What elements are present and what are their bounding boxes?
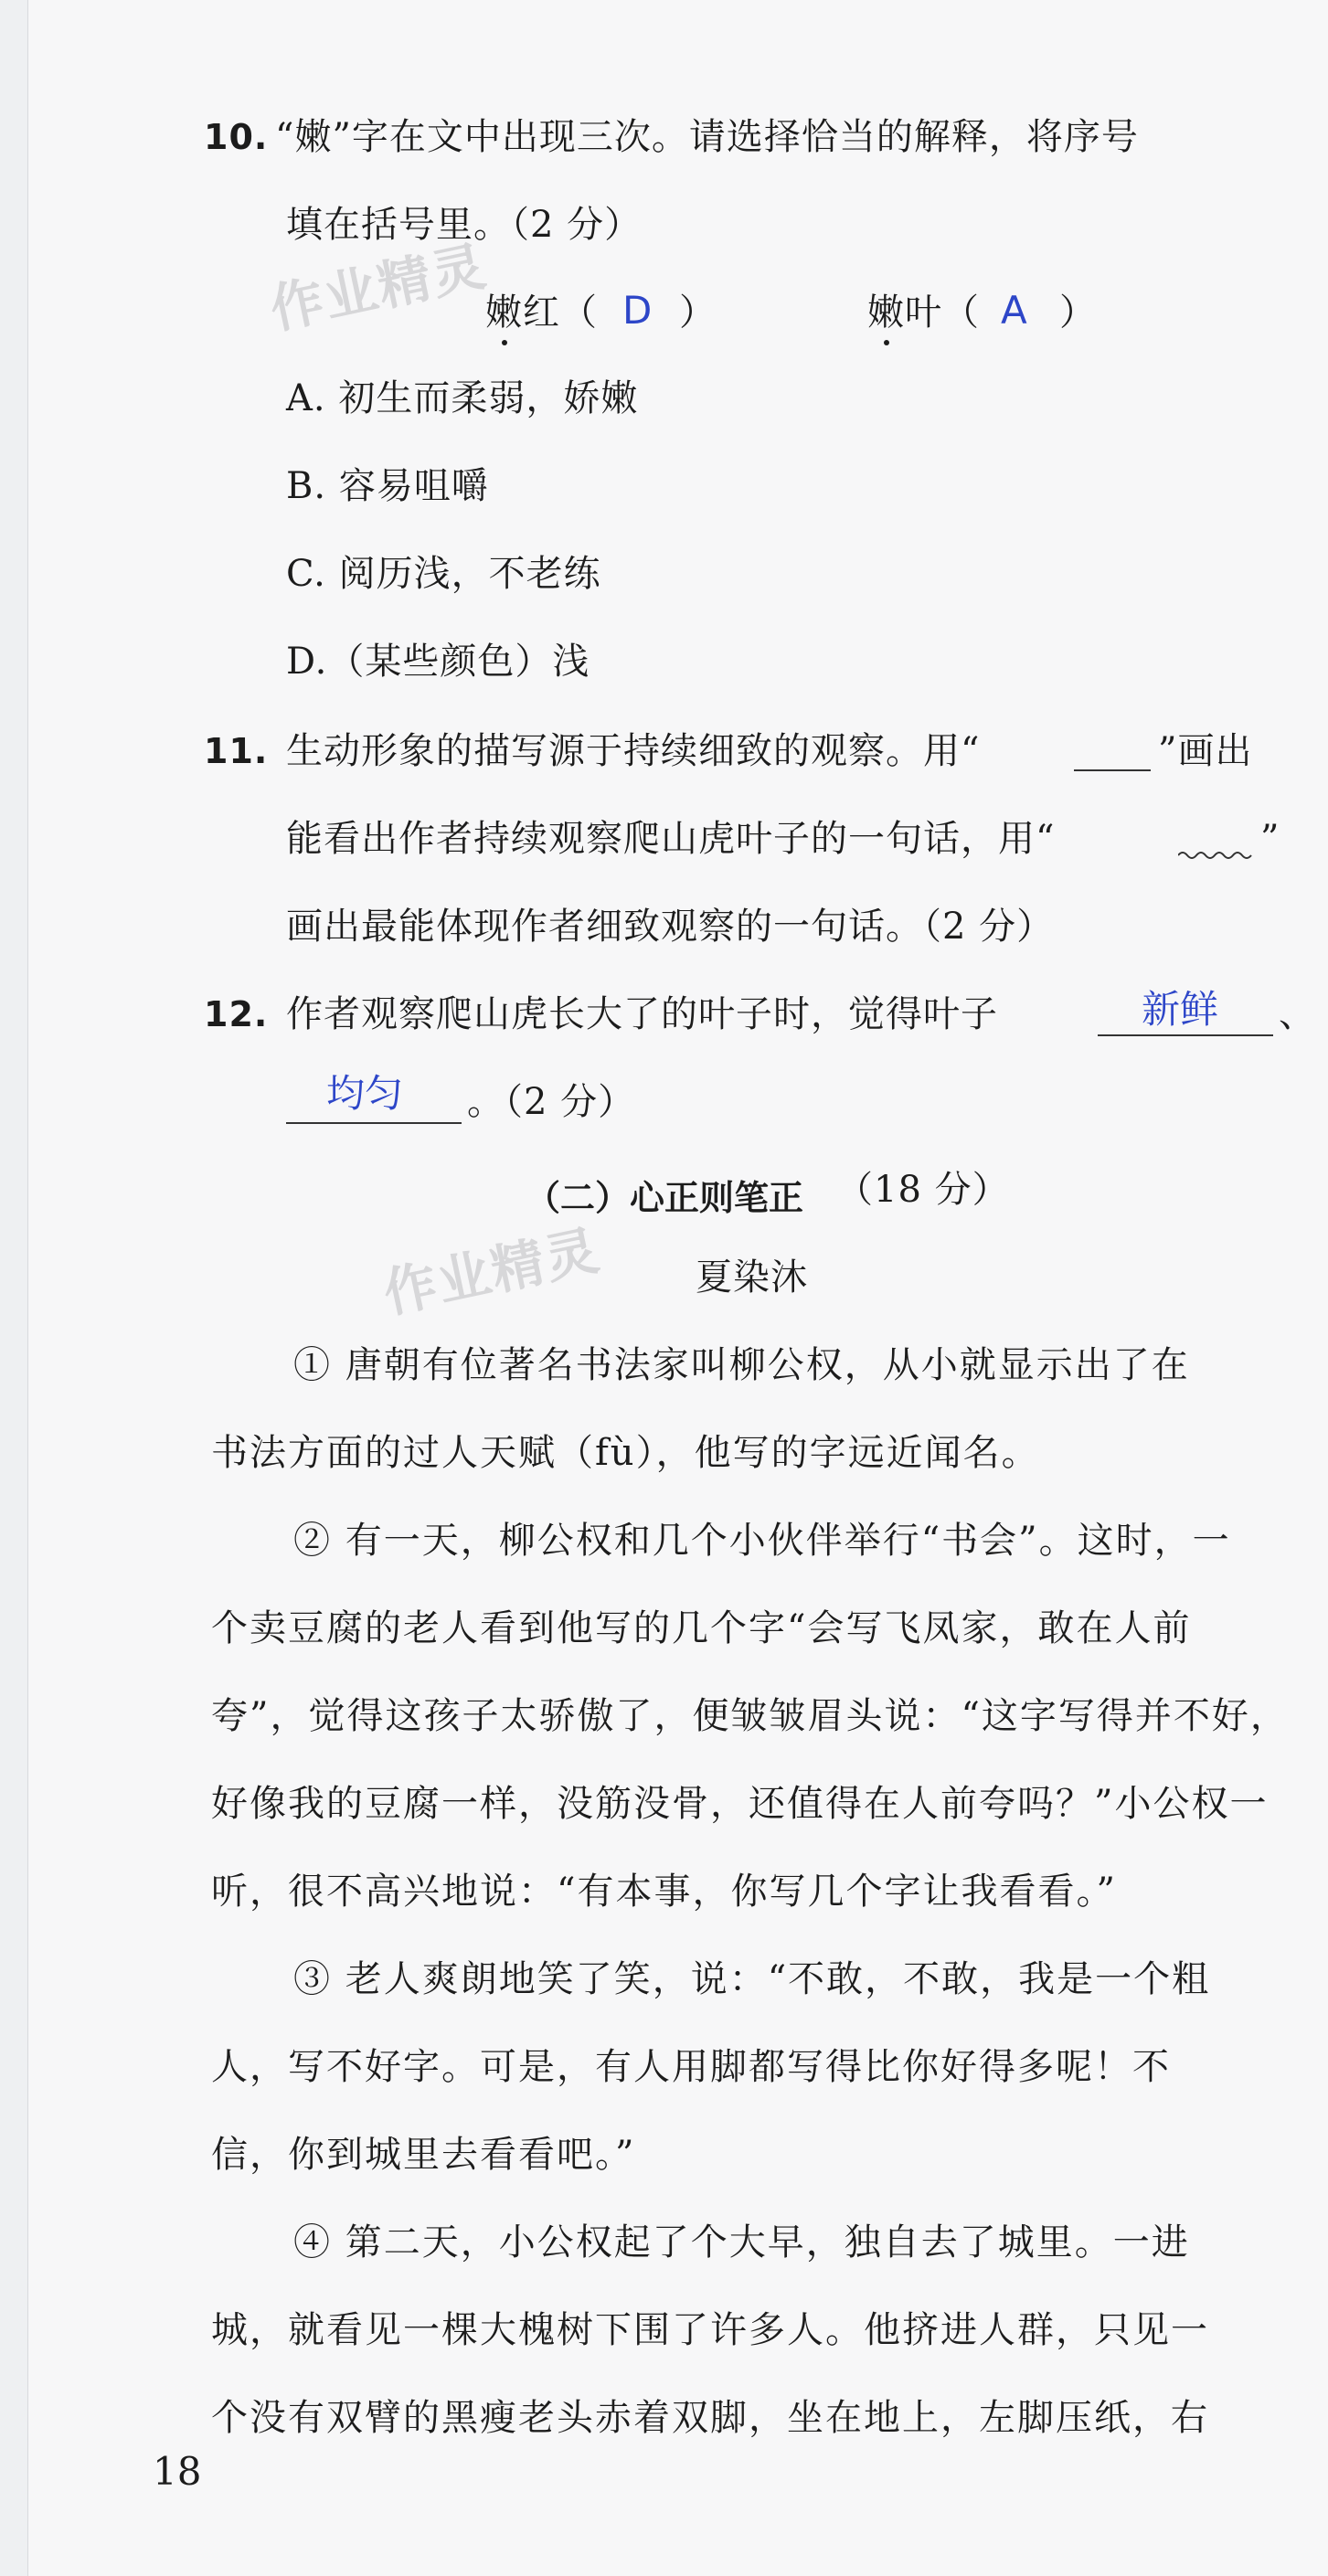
question-10-item1-close: ） [679, 292, 717, 334]
section-heading: （二）心正则笔正 [526, 1178, 804, 1218]
question-12-number: 12. [204, 994, 269, 1034]
question-10-answer-2: A [1001, 288, 1028, 333]
answer-blank-2 [286, 1122, 462, 1124]
emphasis-dot [884, 340, 889, 345]
question-10-answer-1: D [622, 288, 653, 333]
question-10-item1-word: 嫩红（ [485, 292, 598, 334]
passage-line-5: 夸”，觉得这孩子太骄傲了，便皱皱眉头说：“这字写得并不好， [211, 1695, 1289, 1737]
passage-line-2: 书法方面的过人天赋（fù），他写的字远近闻名。 [211, 1432, 1040, 1474]
question-10-option-b: B. 容易咀嚼 [286, 465, 489, 507]
answer-blank-1 [1098, 1034, 1273, 1036]
passage-line-3: ② 有一天，柳公权和几个小伙伴举行“书会”。这时，一 [293, 1520, 1231, 1562]
passage-line-12: 城，就看见一棵大槐树下围了许多人。他挤进人群，只见一 [211, 2309, 1209, 2351]
question-11-line3: 画出最能体现作者细致观察的一句话。（2 分） [286, 906, 1055, 948]
section-score: （18 分） [836, 1169, 1010, 1211]
question-10-item2-word: 嫩叶（ [867, 292, 980, 334]
passage-line-10: 信，你到城里去看看吧。” [211, 2134, 636, 2176]
question-10-number: 10. [204, 117, 269, 157]
passage-line-1: ① 唐朝有位著名书法家叫柳公权，从小就显示出了在 [293, 1344, 1190, 1386]
passage-line-9: 人，写不好字。可是，有人用脚都写得比你好得多呢！不 [211, 2046, 1171, 2088]
page-number: 18 [153, 2449, 202, 2494]
question-10-option-c: C. 阅历浅，不老练 [286, 553, 601, 595]
question-12-line2-b: 。（2 分） [467, 1081, 636, 1123]
worksheet-page [27, 0, 1328, 2576]
question-11-line2-b: ” [1260, 818, 1280, 860]
watermark-logo-middle: 作业精灵 [377, 1218, 606, 1326]
question-12-answer-1: 新鲜 [1142, 987, 1219, 1032]
passage-line-13: 个没有双臂的黑瘦老头赤着双脚，坐在地上，左脚压纸，右 [211, 2397, 1209, 2439]
straight-underline-mark [1074, 769, 1151, 771]
question-11-line1-b: ”画出 [1158, 730, 1253, 772]
question-12-answer-2: 均匀 [326, 1071, 404, 1116]
passage-line-7: 听，很不高兴地说：“有本事，你写几个字让我看看。” [211, 1871, 1117, 1913]
wavy-underline-mark [1178, 850, 1253, 861]
question-10-option-d: D.（某些颜色）浅 [286, 641, 590, 683]
passage-author: 夏染沐 [696, 1256, 808, 1299]
question-10-line1: “嫩”字在文中出现三次。请选择恰当的解释，将序号 [275, 116, 1139, 158]
question-11-line2-a: 能看出作者持续观察爬山虎叶子的一句话，用“ [286, 818, 1056, 860]
question-11-line1-a: 生动形象的描写源于持续细致的观察。用“ [286, 730, 981, 772]
passage-line-8: ③ 老人爽朗地笑了笑，说：“不敢，不敢，我是一个粗 [293, 1958, 1211, 2000]
question-11-number: 11. [204, 731, 269, 771]
question-10-line2: 填在括号里。（2 分） [286, 204, 643, 246]
passage-line-6: 好像我的豆腐一样，没筋没骨，还值得在人前夸吗？”小公权一 [211, 1783, 1269, 1825]
passage-line-11: ④ 第二天，小公权起了个大早，独自去了城里。一进 [293, 2221, 1190, 2263]
question-12-line1-b: 、 [1279, 993, 1316, 1035]
question-10-item2-close: ） [1059, 292, 1097, 334]
passage-line-4: 个卖豆腐的老人看到他写的几个字“会写飞凤家，敢在人前 [211, 1607, 1192, 1649]
watermark-logo-top: 作业精灵 [264, 234, 493, 342]
question-10-option-a: A. 初生而柔弱，娇嫩 [286, 377, 639, 419]
emphasis-dot [502, 340, 507, 345]
question-12-line1-a: 作者观察爬山虎长大了的叶子时，觉得叶子 [286, 993, 998, 1035]
